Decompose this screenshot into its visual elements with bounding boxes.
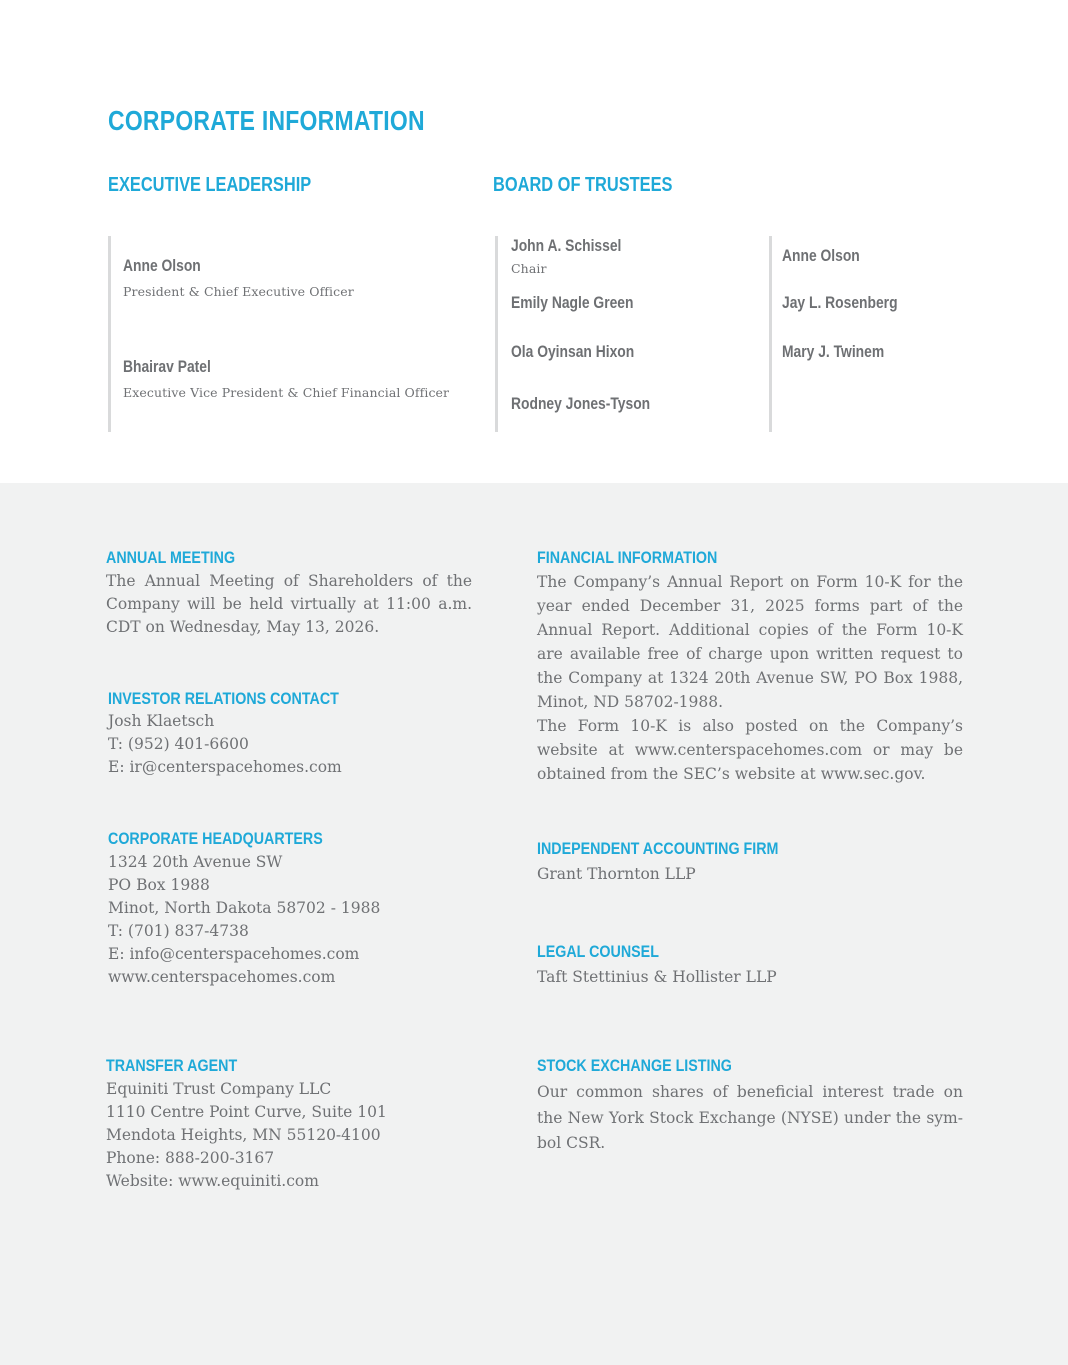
address-line: Equiniti Trust Company LLC <box>106 1080 332 1098</box>
executive-role: Executive Vice President & Chief Financial Officer <box>123 385 450 400</box>
trustee-name: Emily Nagle Green <box>511 294 634 312</box>
financial-info-para-2: The Form 10-K is also posted on the Company’s website at www.centerspacehomes.com or may be obtained from the SEC’s website at www.sec.gov. <box>537 717 963 783</box>
address-line: T: (701) 837-4738 <box>108 922 249 940</box>
headquarters-heading: CORPORATE HEADQUARTERS <box>108 829 323 848</box>
address-line: Website: www.equiniti.com <box>106 1172 319 1190</box>
investor-relations-contact <box>108 710 478 779</box>
trustee-name: Jay L. Rosenberg <box>782 294 898 312</box>
info-section <box>0 483 1068 1365</box>
trustee-role: Chair <box>511 261 547 276</box>
board-divider-2 <box>769 236 772 432</box>
legal-counsel-heading: LEGAL COUNSEL <box>537 942 659 961</box>
trustee-name: John A. Schissel <box>511 237 622 255</box>
address-line: www.centerspacehomes.com <box>108 968 336 986</box>
leadership-section <box>0 0 1068 483</box>
board-divider-1 <box>495 236 498 432</box>
board-heading: BOARD OF TRUSTEES <box>493 174 673 196</box>
legal-counsel-name: Taft Stettinius & Hollister LLP <box>537 968 777 986</box>
address-line: Minot, North Dakota 58702 - 1988 <box>108 899 381 917</box>
trustee-name: Rodney Jones-Tyson <box>511 395 651 413</box>
trustee-name: Ola Oyinsan Hixon <box>511 343 635 361</box>
contact-line: Josh Klaetsch <box>108 712 215 730</box>
address-line: E: info@centerspacehomes.com <box>108 945 360 963</box>
executive-role: President & Chief Executive Officer <box>123 284 354 299</box>
address-line: Mendota Heights, MN 55120-4100 <box>106 1126 381 1144</box>
trustee-name: Anne Olson <box>782 247 860 265</box>
executive-name: Bhairav Patel <box>123 358 211 376</box>
stock-listing-text: Our common shares of beneficial interest trade on the New York Stock Exchange (NYSE) under the sym-bol CSR. <box>537 1083 963 1152</box>
annual-meeting-text: The Annual Meeting of Shareholders of the Company will be held virtually at 11:00 a.m. CDT on Wednesday, May 13, 2026. <box>106 572 472 636</box>
address-line: PO Box 1988 <box>108 876 210 894</box>
stock-listing-heading: STOCK EXCHANGE LISTING <box>537 1056 732 1075</box>
accounting-firm-heading: INDEPENDENT ACCOUNTING FIRM <box>537 839 779 858</box>
address-line: 1324 20th Avenue SW <box>108 853 283 871</box>
financial-info-heading: FINANCIAL INFORMATION <box>537 548 718 567</box>
trustee-name: Mary J. Twinem <box>782 343 885 361</box>
address-line: 1110 Centre Point Curve, Suite 101 <box>106 1103 387 1121</box>
accounting-firm-name: Grant Thornton LLP <box>537 865 696 883</box>
investor-relations-heading: INVESTOR RELATIONS CONTACT <box>108 689 339 708</box>
address-line: Phone: 888-200-3167 <box>106 1149 275 1167</box>
financial-info-para-1: The Company’s Annual Report on Form 10-K for the year ended December 31, 2025 forms part of the Annual Report. Additional copies of the Form 10-K are available free of charge upon written request to the Company at 1324 20th Avenue SW, PO Box 1988, Minot, ND 58702-1988. <box>537 573 963 711</box>
transfer-agent-heading: TRANSFER AGENT <box>106 1056 238 1075</box>
executive-name: Anne Olson <box>123 257 201 275</box>
transfer-agent-details <box>106 1078 476 1193</box>
headquarters-address <box>108 851 478 989</box>
executive-heading: EXECUTIVE LEADERSHIP <box>108 174 312 196</box>
contact-line: T: (952) 401-6600 <box>108 735 249 753</box>
annual-meeting-heading: ANNUAL MEETING <box>106 548 236 567</box>
executive-divider <box>108 236 111 432</box>
contact-line: E: ir@centerspacehomes.com <box>108 758 342 776</box>
page-title: CORPORATE INFORMATION <box>108 105 425 136</box>
